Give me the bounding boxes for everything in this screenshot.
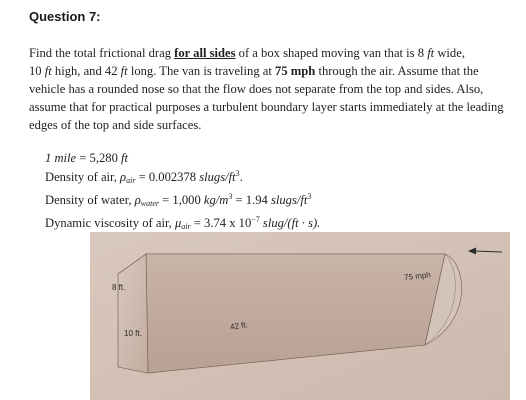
emphasis-all-sides: for all sides bbox=[174, 46, 236, 60]
width-label: 8 ft. bbox=[112, 283, 126, 292]
van-diagram bbox=[90, 232, 510, 400]
problem-statement: Find the total frictional drag for all sides of a box shaped moving van that is 8 ft wide, 10 ft high, and 42 ft long. The van is traveling at 75 mph through the air. Assume that the vehicle has a rounded nose so that the flow does not separate from the top and sides. Also, assume that for practical purposes a turbulent boundary layer starts immediately at the leading edges of the top and side surfaces. bbox=[29, 46, 504, 132]
van-end-face bbox=[118, 254, 148, 373]
speed-label: 75 mph bbox=[403, 270, 432, 283]
length-label: 42 ft. bbox=[229, 320, 249, 332]
question-heading: Question 7: bbox=[29, 9, 101, 24]
van-speed: 75 mph bbox=[275, 64, 316, 78]
mile-conversion: 1 mile = 5,280 ft bbox=[45, 151, 129, 165]
air-viscosity: Dynamic viscosity of air, $\mu_{air} = 3.74$ x $10^{-7}$ slug/(ft · s). bbox=[45, 215, 321, 231]
air-density: Density of air, $\rho_{air} = 0.002378$ slugs/$ft^3$. bbox=[45, 169, 243, 185]
problem-text: Find the total frictional drag bbox=[29, 46, 175, 60]
water-density: Density of water, $\rho_{water} = 1,000$ $kg/m^3 = 1.94$ slugs/$ft^3$ bbox=[45, 192, 312, 208]
height-label: 10 ft. bbox=[124, 329, 142, 338]
given-constants bbox=[45, 150, 320, 235]
